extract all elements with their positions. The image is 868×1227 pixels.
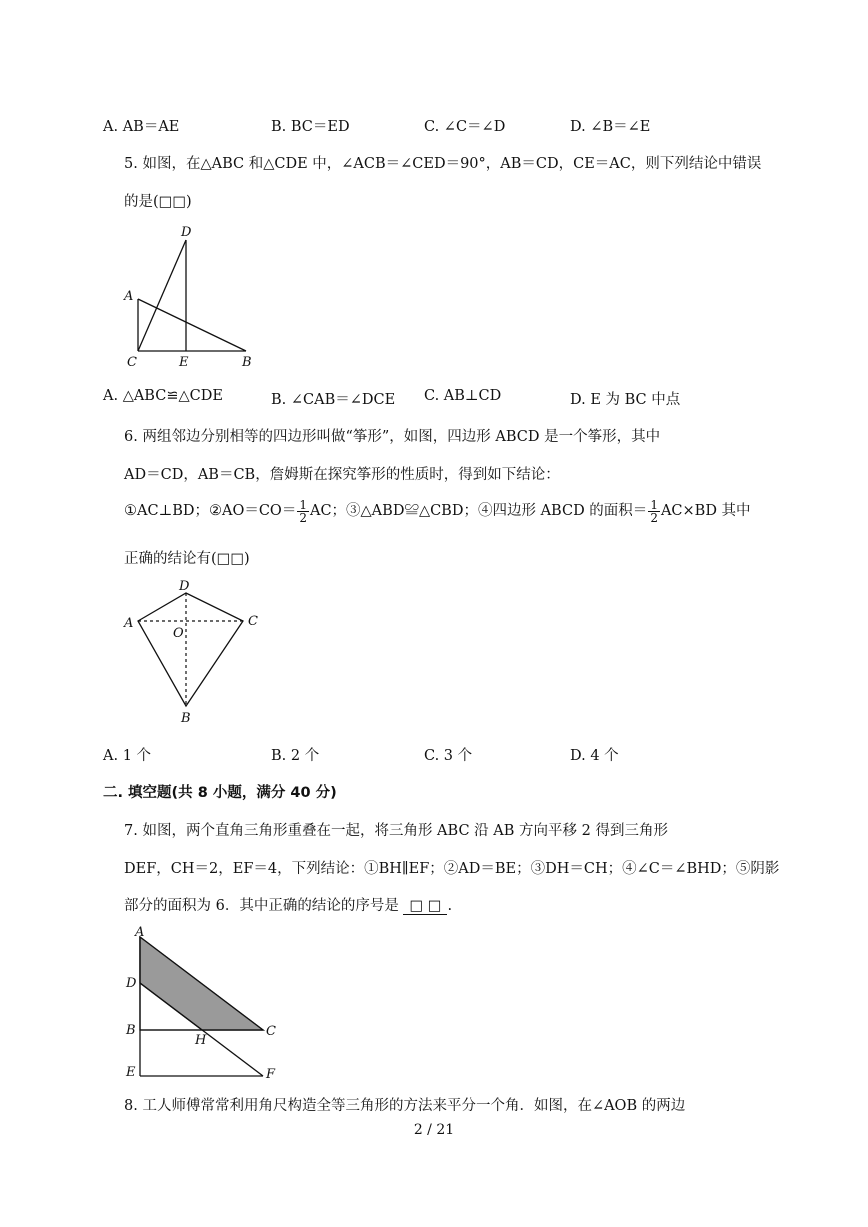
- q5-label-d: D: [181, 225, 192, 240]
- q6-label-b: B: [181, 711, 191, 726]
- q6-option-a: A. 1 个: [103, 748, 152, 764]
- q5-option-a: A. △ABC≌△CDE: [103, 388, 223, 404]
- q5-label-e: E: [179, 355, 189, 370]
- q7-stem-line3: [124, 894, 452, 915]
- q8-stem-line1: 8. 工人师傅常常利用角尺构造全等三角形的方法来平分一个角．如图，在∠AOB 的两边: [124, 1098, 686, 1114]
- section-heading-fill-in: 二. 填空题(共 8 小题，满分 40 分): [103, 785, 337, 801]
- q6-option-d: D. 4 个: [570, 748, 619, 764]
- q7-label-f: F: [266, 1067, 276, 1082]
- q6-fraction-half-2: $\frac{1}{2}$: [650, 497, 658, 525]
- q6-stem-line2: AD＝CD，AB＝CB，詹姆斯在探究筝形的性质时，得到如下结论：: [124, 467, 560, 483]
- q5-stem-line1: 5. 如图，在△ABC 和△CDE 中，∠ACB＝∠CED＝90°，AB＝CD，CE＝AC，则下列结论中错误: [124, 156, 762, 172]
- q7-stem-line2: DEF，CH＝2，EF＝4，下列结论：①BH∥EF；②AD＝BE；③DH＝CH；④∠C＝∠BHD；⑤阴影: [124, 861, 780, 877]
- q6-label-d: D: [179, 579, 190, 594]
- q5-option-b: B. ∠CAB＝∠DCE: [271, 392, 396, 408]
- q7-figure: [118, 920, 288, 1082]
- q7-answer-blank: □ □: [403, 898, 447, 915]
- q6-fraction-half-1: $\frac{1}{2}$: [299, 497, 307, 525]
- q6-stem-line4: 正确的结论有(□□): [124, 551, 250, 567]
- q5-stem-line2: 的是(□□): [124, 194, 192, 210]
- q6-option-b: B. 2 个: [271, 748, 320, 764]
- q6-stem-line3: [124, 496, 751, 526]
- q7-line3-text: 部分的面积为 6．其中正确的结论的序号是: [124, 898, 399, 914]
- q6-label-o: O: [173, 626, 184, 641]
- q6-label-a: A: [124, 616, 134, 631]
- q6-line3-part-a: ①AC⊥BD；②AO＝CO＝: [124, 503, 297, 519]
- q4-option-d: D. ∠B＝∠E: [570, 119, 651, 135]
- q6-line3-part-c: AC×BD 其中: [660, 503, 751, 519]
- q5-label-a: A: [124, 289, 134, 304]
- q5-option-c: C. AB⊥CD: [424, 388, 502, 404]
- q7-label-b: B: [126, 1023, 136, 1038]
- q7-label-c: C: [266, 1024, 276, 1039]
- q4-option-b: B. BC＝ED: [271, 119, 350, 135]
- page-number: 2 / 21: [413, 1122, 455, 1138]
- q5-option-d: D. E 为 BC 中点: [570, 392, 681, 408]
- q7-label-h: H: [195, 1033, 207, 1048]
- q6-line3-part-b: AC；③△ABD≌△CBD；④四边形 ABCD 的面积＝: [309, 503, 648, 519]
- q4-option-a: A. AB＝AE: [103, 119, 180, 135]
- q5-figure: [118, 220, 268, 372]
- q4-option-c: C. ∠C＝∠D: [424, 119, 506, 135]
- q6-kite-figure: [118, 576, 278, 728]
- q5-label-c: C: [127, 355, 137, 370]
- q6-stem-line1: 6. 两组邻边分别相等的四边形叫做“筝形”，如图，四边形 ABCD 是一个筝形，其中: [124, 429, 661, 445]
- q6-label-c: C: [248, 614, 258, 629]
- q7-line3-end: .: [447, 898, 453, 914]
- q7-stem-line1: 7. 如图，两个直角三角形重叠在一起，将三角形 ABC 沿 AB 方向平移 2 得到三角形: [124, 823, 668, 839]
- q7-label-e: E: [126, 1065, 136, 1080]
- q5-label-b: B: [242, 355, 252, 370]
- q7-label-d: D: [126, 976, 137, 991]
- q6-option-c: C. 3 个: [424, 748, 473, 764]
- q7-label-a: A: [135, 925, 145, 940]
